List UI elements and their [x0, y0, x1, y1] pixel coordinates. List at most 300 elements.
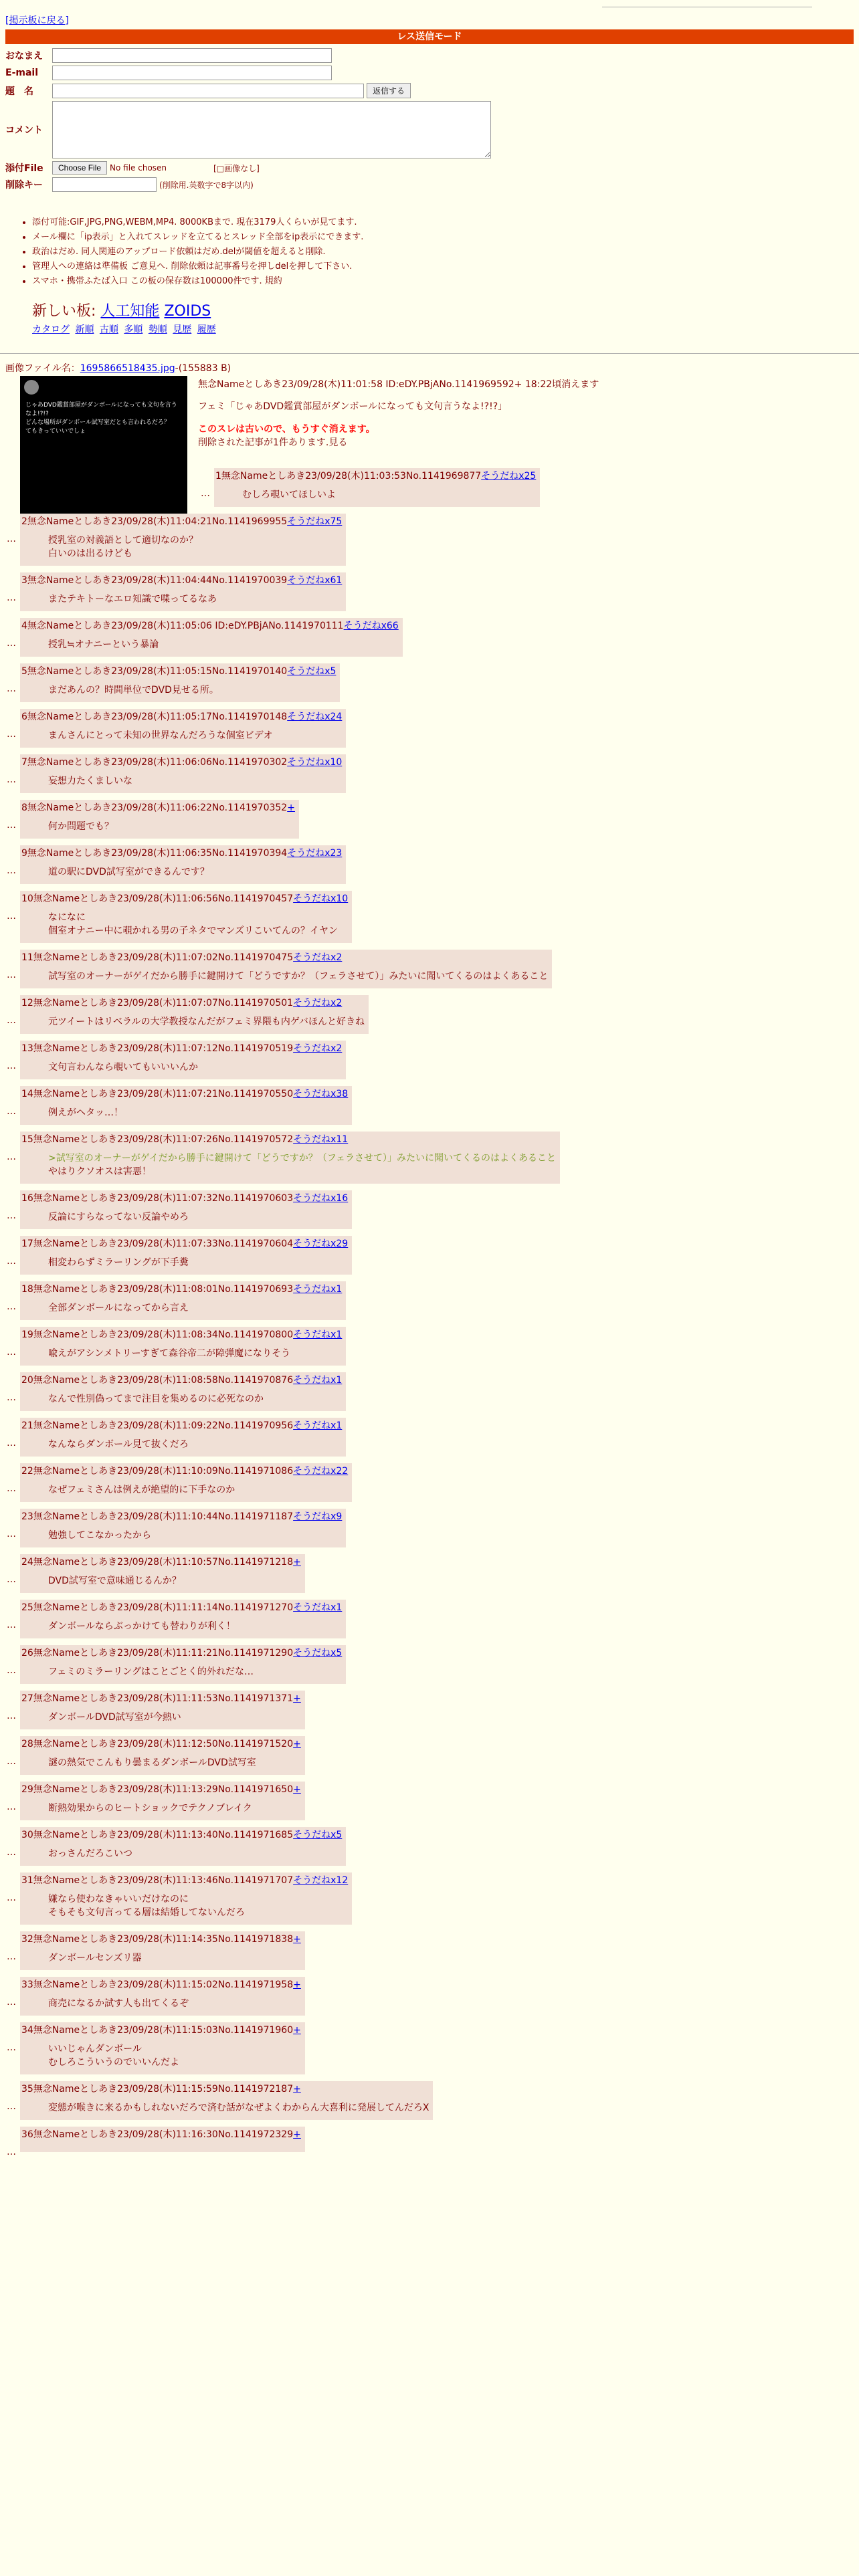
reply-menu-icon[interactable]: … — [7, 1620, 16, 1630]
reply-menu-icon[interactable]: … — [7, 1893, 16, 1903]
reply-post — [0, 950, 859, 988]
reply-post — [0, 1554, 859, 1593]
sodane-button[interactable]: + — [293, 1739, 301, 1749]
reply-menu-icon[interactable]: … — [7, 593, 16, 603]
reply-menu-icon[interactable]: … — [7, 534, 16, 544]
reply-text — [48, 1392, 342, 1406]
reply-line: なんならダンボール見て抜くだろ — [48, 1439, 189, 1450]
sodane-button[interactable]: そうだねx66 — [343, 621, 399, 631]
reply-text — [48, 1847, 342, 1860]
reply-text — [48, 820, 295, 833]
reply-menu-icon[interactable]: … — [7, 1347, 16, 1358]
reply-menu-icon[interactable]: … — [7, 911, 16, 922]
note-item: • 添付可能:GIF,JPG,PNG,WEBM,MP4. 8000KBまで. 現在3179人くらいが見てます. — [32, 215, 363, 230]
reply-body — [20, 1418, 346, 1457]
reply-line: 妄想力たくましいな — [48, 776, 132, 786]
reply-line: なぜフェミさんは例えが絶望的に下手なのか — [48, 1485, 235, 1495]
reply-post — [0, 1236, 859, 1275]
reply-body — [20, 1977, 305, 2016]
sodane-button[interactable]: そうだねx5 — [287, 666, 337, 677]
reply-form — [5, 48, 491, 195]
reply-text — [48, 1756, 301, 1769]
content-divider — [0, 353, 859, 354]
board-link-zoids[interactable]: ZOIDS — [164, 303, 211, 320]
nav-many[interactable]: 多順 — [124, 324, 143, 335]
reply-menu-icon[interactable]: … — [7, 820, 16, 831]
name-input[interactable] — [52, 48, 332, 63]
subject-label: 題 名 — [5, 86, 33, 97]
reply-header — [21, 1828, 342, 1842]
nav-old[interactable]: 古順 — [99, 324, 118, 335]
sodane-button[interactable]: そうだねx38 — [293, 1089, 349, 1099]
reply-header — [21, 847, 342, 860]
reply-line: 喩えがアシンメトリーすぎて森谷帝二が障弾魔になりそう — [48, 1348, 290, 1359]
reply-menu-icon[interactable]: … — [7, 970, 16, 980]
reply-text — [48, 1015, 365, 1029]
reply-header — [21, 1783, 301, 1796]
delete-key-label: 削除キー — [5, 180, 43, 191]
reply-line: むしろこういうのでいいんだよ — [48, 2057, 179, 2068]
reply-body — [20, 2127, 305, 2152]
nav-momentum[interactable]: 勢順 — [148, 324, 167, 335]
sodane-button[interactable]: そうだねx1 — [293, 1375, 343, 1386]
reply-meta: 26無念Nameとしあき23/09/28(木)11:11:21No.1141971290 — [21, 1648, 294, 1658]
reply-header — [21, 665, 336, 678]
reply-text — [48, 683, 336, 697]
reply-meta: 27無念Nameとしあき23/09/28(木)11:11:53No.1141971371 — [21, 1693, 294, 1704]
email-label: E-mail — [5, 68, 39, 78]
reply-header — [21, 1042, 342, 1055]
reply-body — [20, 891, 352, 943]
reply-text — [48, 1256, 348, 1269]
name-label: おなまえ — [5, 51, 43, 62]
reply-menu-icon[interactable]: … — [7, 774, 16, 785]
sodane-button[interactable]: + — [293, 2084, 301, 2095]
reply-line: まだあんの？時間単位でDVD見せる所。 — [48, 685, 219, 695]
sodane-button[interactable]: そうだねx16 — [293, 1193, 349, 1204]
reply-line: ダンボールDVD試写室が今熱い — [48, 1712, 181, 1723]
reply-meta: 29無念Nameとしあき23/09/28(木)11:13:29No.1141971650 — [21, 1784, 294, 1795]
reply-body — [20, 2081, 433, 2120]
new-boards-label: 新しい板: — [32, 303, 96, 320]
reply-header — [21, 1465, 348, 1478]
reply-header — [21, 1933, 301, 1946]
sodane-button[interactable]: そうだねx10 — [287, 757, 343, 768]
delete-key-input[interactable] — [52, 177, 157, 192]
reply-line: 授乳≒オナニーという暴論 — [48, 639, 159, 650]
reply-line: 道の駅にDVD試写室ができるんです？ — [48, 867, 209, 877]
reply-menu-icon[interactable]: … — [7, 1574, 16, 1585]
reply-line: 勉強してこなかったから — [48, 1530, 151, 1541]
reply-line: 文句言わんなら覗いてもいいいんか — [48, 1062, 198, 1073]
sodane-button[interactable]: そうだねx1 — [293, 1420, 343, 1431]
reply-header — [21, 801, 295, 815]
reply-post — [0, 1086, 859, 1125]
sodane-button[interactable]: そうだねx2 — [293, 1043, 343, 1054]
reply-line: DVD試写室で意味通じるんか？ — [48, 1576, 181, 1586]
reply-line: やはりクソオスは害悪！ — [48, 1166, 151, 1177]
reply-text — [48, 774, 342, 788]
reply-mode-banner: レス送信モード — [5, 29, 854, 44]
reply-text — [48, 911, 348, 938]
subject-input[interactable] — [52, 84, 364, 98]
reply-post — [0, 1827, 859, 1866]
reply-header — [21, 1737, 301, 1751]
reply-body — [20, 1554, 305, 1593]
reply-header — [21, 1328, 342, 1341]
reply-meta: 12無念Nameとしあき23/09/28(木)11:07:07No.1141970501 — [21, 998, 294, 1008]
reply-text — [48, 534, 342, 560]
reply-text — [48, 1711, 301, 1724]
sodane-button[interactable]: そうだねx1 — [293, 1284, 343, 1295]
reply-body — [20, 1236, 352, 1275]
sodane-button[interactable]: そうだねx10 — [293, 893, 349, 904]
reply-text — [48, 729, 342, 742]
reply-meta: 32無念Nameとしあき23/09/28(木)11:14:35No.1141971838 — [21, 1934, 294, 1945]
reply-text — [48, 2101, 429, 2115]
reply-meta: 6無念Nameとしあき23/09/28(木)11:05:17No.1141970148 — [21, 712, 288, 722]
sodane-button[interactable]: + — [293, 1784, 301, 1795]
reply-menu-icon[interactable]: … — [7, 1106, 16, 1117]
reply-post — [0, 1931, 859, 1970]
quoted-text: >試写室のオーナーがゲイだから勝手に鍵開けて「どうですか？（フェラさせて）」みたいに聞いてくるのはよくあること — [48, 1153, 557, 1164]
reply-header — [21, 1087, 348, 1101]
reply-line: 授乳室の対義語として適切なのか？ — [48, 535, 198, 546]
reply-header — [21, 1374, 342, 1387]
original-post — [198, 377, 847, 449]
reply-body — [20, 1372, 346, 1411]
reply-text — [48, 638, 399, 651]
back-to-board-link[interactable]: [掲示板に戻る] — [5, 15, 69, 26]
reply-text — [48, 1438, 342, 1451]
reply-meta: 7無念Nameとしあき23/09/28(木)11:06:06No.1141970302 — [21, 757, 288, 768]
note-item: • スマホ・携帯ふたば入口 この板の保存数は100000件です. 規約 — [32, 274, 363, 289]
sodane-button[interactable]: そうだねx11 — [293, 1134, 349, 1145]
reply-meta: 3無念Nameとしあき23/09/28(木)11:04:44No.1141970039 — [21, 575, 288, 586]
sodane-button[interactable]: そうだねx5 — [293, 1648, 343, 1658]
reply-post — [0, 1281, 859, 1320]
reply-line: そもそも文句言ってる層は結婚してないんだろ — [48, 1907, 245, 1918]
reply-post — [0, 1977, 859, 2016]
reply-line: いいじゃんダンボール — [48, 2044, 142, 2054]
reply-menu-icon[interactable]: … — [7, 1756, 16, 1767]
sodane-button[interactable]: + — [293, 1557, 301, 1568]
sodane-button[interactable]: + — [293, 1979, 301, 1990]
reply-header — [21, 515, 342, 528]
reply-body — [20, 800, 299, 839]
nav-history[interactable]: 履歴 — [197, 324, 216, 335]
reply-menu-icon[interactable]: … — [7, 1392, 16, 1403]
sodane-button[interactable]: + — [293, 1693, 301, 1704]
reply-text — [48, 593, 342, 606]
reply-line: なになに — [48, 912, 86, 923]
reply-post — [0, 754, 859, 793]
reply-menu-icon[interactable]: … — [7, 1802, 16, 1812]
reply-meta: 4無念Nameとしあき23/09/28(木)11:05:06 ID:eDY.PBjANo.1141970111 — [21, 621, 344, 631]
reply-text — [48, 1347, 342, 1360]
reply-body — [20, 514, 346, 566]
reply-line: ダンボールならぶっかけても替わりが利く！ — [48, 1621, 235, 1632]
sodane-button[interactable]: + — [293, 2025, 301, 2036]
reply-line: 試写室のオーナーがゲイだから勝手に鍵開けて「どうですか？（フェラさせて）」みたいに聞いてくるのはよくあること — [48, 971, 549, 982]
reply-list — [0, 468, 859, 2159]
sodane-button[interactable]: + — [293, 1934, 301, 1945]
sodane-button[interactable]: そうだねx12 — [293, 1875, 349, 1886]
reply-post — [0, 1190, 859, 1229]
reply-post — [0, 1418, 859, 1457]
sodane-button[interactable]: そうだねx24 — [287, 712, 343, 722]
reply-body — [20, 1872, 352, 1925]
reply-menu-icon[interactable]: … — [7, 1438, 16, 1448]
reply-body — [20, 995, 369, 1034]
op-body: フェミ「じゃあDVD鑑賞部屋がダンボールになっても文句言うなよ!?!?」 — [198, 401, 508, 412]
reply-menu-icon[interactable]: … — [7, 1711, 16, 1721]
reply-post — [0, 514, 859, 566]
nav-viewed[interactable]: 見歴 — [173, 324, 192, 335]
reply-header — [21, 1283, 342, 1296]
reply-line: 謎の熱気でこんもり曇まるダンボールDVD試写室 — [48, 1757, 256, 1768]
reply-line: 嫌なら使わなきゃいいだけなのに — [48, 1894, 189, 1905]
reply-header — [21, 1133, 556, 1146]
reply-line: 断熱効果からのヒートショックでテクノブレイク — [48, 1803, 252, 1814]
reply-body — [20, 1281, 346, 1320]
sodane-button[interactable]: そうだねx75 — [287, 516, 343, 527]
reply-line: ダンボールセンズリ器 — [48, 1953, 142, 1963]
reply-line: 全部ダンボールになってから言え — [48, 1303, 189, 1313]
sodane-button[interactable]: そうだねx22 — [293, 1466, 349, 1477]
reply-meta: 30無念Nameとしあき23/09/28(木)11:13:40No.1141971685 — [21, 1830, 294, 1840]
reply-text — [48, 1061, 342, 1074]
reply-post — [0, 1327, 859, 1366]
reply-menu-icon[interactable]: … — [201, 488, 210, 499]
reply-meta: 19無念Nameとしあき23/09/28(木)11:08:34No.1141970800 — [21, 1329, 294, 1340]
reply-meta: 5無念Nameとしあき23/09/28(木)11:05:15No.1141970140 — [21, 666, 288, 677]
board-link-ai[interactable]: 人工知能 — [100, 303, 160, 320]
reply-menu-icon[interactable]: … — [7, 1256, 16, 1267]
reply-body — [20, 709, 346, 748]
reply-post — [0, 1132, 859, 1184]
nav-new[interactable]: 新順 — [75, 324, 94, 335]
reply-menu-icon[interactable]: … — [7, 1301, 16, 1312]
nav-catalog[interactable]: カタログ — [32, 324, 70, 335]
sodane-button[interactable]: そうだねx25 — [481, 471, 537, 481]
reply-menu-icon[interactable]: … — [7, 1210, 16, 1221]
reply-meta: 21無念Nameとしあき23/09/28(木)11:09:22No.1141970956 — [21, 1420, 294, 1431]
reply-post — [0, 2081, 859, 2120]
sodane-button[interactable]: + — [287, 802, 295, 813]
reply-menu-icon[interactable]: … — [7, 1152, 16, 1162]
reply-text — [48, 1152, 556, 1178]
email-input[interactable] — [52, 66, 332, 80]
file-status: No file chosen — [110, 163, 167, 173]
reply-header — [21, 1510, 342, 1523]
reply-header — [21, 710, 342, 724]
reply-header — [21, 996, 365, 1010]
reply-meta: 25無念Nameとしあき23/09/28(木)11:11:14No.1141971270 — [21, 1602, 294, 1613]
reply-body — [20, 1086, 352, 1125]
reply-menu-icon[interactable]: … — [7, 638, 16, 649]
image-info — [5, 361, 231, 374]
reply-post — [0, 891, 859, 943]
sodane-button[interactable]: そうだねx5 — [293, 1830, 343, 1840]
reply-menu-icon[interactable]: … — [7, 2147, 16, 2157]
op-header: 無念Nameとしあき23/09/28(木)11:01:58 ID:eDY.PBjANo.1141969592+ 18:22頃消えます — [198, 379, 599, 390]
reply-text — [48, 1574, 301, 1588]
reply-meta: 22無念Nameとしあき23/09/28(木)11:10:09No.1141971086 — [21, 1466, 294, 1477]
reply-menu-icon[interactable]: … — [7, 1061, 16, 1071]
reply-header — [21, 892, 348, 905]
reply-line: 個室オナニー中に覗かれる男の子ネタでマンズリこいてんの？イヤン — [48, 926, 338, 936]
reply-body — [20, 1645, 346, 1684]
reply-body — [20, 1463, 352, 1502]
reply-header — [21, 1978, 301, 1992]
sodane-button[interactable]: そうだねx1 — [293, 1329, 343, 1340]
reply-header — [21, 1555, 301, 1569]
reply-text — [48, 1665, 342, 1679]
reply-meta: 2無念Nameとしあき23/09/28(木)11:04:21No.1141969955 — [21, 516, 288, 527]
sodane-button[interactable]: そうだねx2 — [293, 998, 343, 1008]
sodane-button[interactable]: そうだねx1 — [293, 1602, 343, 1613]
reply-header — [21, 574, 342, 587]
reply-text — [48, 1951, 301, 1965]
reply-post — [0, 1736, 859, 1775]
image-size: -(155883 B) — [175, 363, 231, 374]
reply-text — [48, 1529, 342, 1542]
sodane-button[interactable]: そうだねx9 — [293, 1511, 343, 1522]
reply-meta: 8無念Nameとしあき23/09/28(木)11:06:22No.1141970352 — [21, 802, 288, 813]
reply-menu-icon[interactable]: … — [7, 1951, 16, 1962]
reply-meta: 24無念Nameとしあき23/09/28(木)11:10:57No.1141971218 — [21, 1557, 294, 1568]
image-label: 画像ファイル名： — [5, 363, 80, 374]
reply-menu-icon[interactable]: … — [7, 683, 16, 694]
reply-line: またテキトーなエロ知識で喋ってるなあ — [48, 594, 217, 605]
reply-meta: 18無念Nameとしあき23/09/28(木)11:08:01No.1141970693 — [21, 1284, 294, 1295]
reply-body — [20, 1600, 346, 1638]
reply-header — [21, 1874, 348, 1887]
reply-menu-icon[interactable]: … — [7, 1847, 16, 1858]
reply-post — [0, 1782, 859, 1820]
reply-meta: 31無念Nameとしあき23/09/28(木)11:13:46No.1141971707 — [21, 1875, 294, 1886]
reply-text — [48, 1301, 342, 1315]
reply-meta: 23無念Nameとしあき23/09/28(木)11:10:44No.1141971187 — [21, 1511, 294, 1522]
reply-body — [20, 618, 403, 657]
old-thread-warning: このスレは古いので、もうすぐ消えます。 — [198, 424, 375, 435]
reply-post — [0, 2022, 859, 2074]
reply-body — [20, 1782, 305, 1820]
reply-line: なんで性別偽ってまで注目を集めるのに必死なのか — [48, 1394, 264, 1404]
sodane-button[interactable]: そうだねx23 — [287, 848, 343, 859]
reply-text — [48, 1620, 342, 1633]
comment-textarea[interactable] — [52, 101, 491, 158]
reply-line: 反論にすらなってない反論やめろ — [48, 1212, 189, 1222]
reply-header — [21, 2024, 301, 2037]
reply-line: 白いのは出るけども — [48, 548, 132, 559]
reply-line: 例えがヘタッ…！ — [48, 1107, 123, 1118]
comment-label: コメント — [5, 125, 43, 136]
reply-line: 元ツイートはリベラルの大学教授なんだがフェミ界隈も内ゲバほんと好きね — [48, 1016, 365, 1027]
reply-post — [0, 1509, 859, 1547]
reply-body — [20, 1736, 305, 1775]
submit-reply-button[interactable]: 返信する — [367, 83, 411, 98]
reply-header — [21, 1692, 301, 1705]
reply-body — [20, 1327, 346, 1366]
reply-text — [242, 488, 536, 502]
image-file-link[interactable]: 1695866518435.jpg — [80, 363, 175, 374]
reply-body — [20, 1931, 305, 1970]
reply-body — [20, 1509, 346, 1547]
reply-header — [21, 1601, 342, 1614]
reply-body — [20, 1691, 305, 1729]
sodane-button[interactable]: そうだねx29 — [293, 1239, 349, 1249]
reply-header — [21, 1419, 342, 1432]
choose-file-button[interactable]: Choose File — [52, 161, 107, 175]
delete-key-note: (削除用.英数字で8字以内) — [159, 180, 254, 190]
reply-body — [20, 845, 346, 884]
note-item: • メール欄に「ip表示」と入れてスレッドを立てるとスレッド全部をip表示にできます. — [32, 230, 363, 245]
reply-menu-icon[interactable]: … — [7, 729, 16, 740]
reply-post — [0, 1872, 859, 1925]
reply-meta: 20無念Nameとしあき23/09/28(木)11:08:58No.1141970876 — [21, 1375, 294, 1386]
reply-meta: 35無念Nameとしあき23/09/28(木)11:15:59No.1141972187 — [21, 2084, 294, 2095]
reply-meta: 33無念Nameとしあき23/09/28(木)11:15:02No.1141971958 — [21, 1979, 294, 1990]
reply-text — [48, 1802, 301, 1815]
reply-menu-icon[interactable]: … — [7, 1997, 16, 2008]
reply-line: むしろ覗いてほしいよ — [242, 490, 336, 500]
reply-meta: 16無念Nameとしあき23/09/28(木)11:07:32No.1141970603 — [21, 1193, 294, 1204]
reply-line: 何か問題でも？ — [48, 821, 114, 832]
avatar — [24, 380, 39, 395]
reply-menu-icon[interactable]: … — [7, 2101, 16, 2112]
reply-post — [0, 845, 859, 884]
sodane-button[interactable]: そうだねx2 — [293, 952, 343, 963]
reply-line: 相変わらずミラーリングが下手糞 — [48, 1257, 189, 1268]
reply-post — [0, 995, 859, 1034]
reply-meta: 36無念Nameとしあき23/09/28(木)11:16:30No.1141972329 — [21, 2129, 294, 2140]
reply-body — [20, 663, 340, 702]
reply-header — [21, 619, 399, 633]
reply-body — [20, 1041, 346, 1079]
reply-post — [0, 618, 859, 657]
reply-menu-icon[interactable]: … — [7, 1015, 16, 1026]
reply-header — [21, 1192, 348, 1205]
reply-menu-icon[interactable]: … — [7, 1665, 16, 1676]
reply-text — [48, 1997, 301, 2010]
reply-meta: 9無念Nameとしあき23/09/28(木)11:06:35No.1141970394 — [21, 848, 288, 859]
note-item: • 政治はだめ. 同人関連のアップロード依頼はだめ.delが閾値を超えると削除. — [32, 245, 363, 259]
no-image-checkbox[interactable]: [□画像なし] — [213, 163, 260, 173]
reply-header — [21, 756, 342, 769]
reply-post — [0, 1645, 859, 1684]
sodane-button[interactable]: そうだねx61 — [287, 575, 343, 586]
reply-post — [0, 468, 859, 507]
reply-menu-icon[interactable]: … — [7, 1483, 16, 1494]
reply-body — [20, 572, 346, 611]
reply-header — [21, 2128, 301, 2141]
reply-menu-icon[interactable]: … — [7, 1529, 16, 1539]
reply-menu-icon[interactable]: … — [7, 865, 16, 876]
reply-meta: 17無念Nameとしあき23/09/28(木)11:07:33No.1141970604 — [21, 1239, 294, 1249]
reply-line: フェミのミラーリングはことごとく的外れだな… — [48, 1667, 254, 1677]
reply-menu-icon[interactable]: … — [7, 2042, 16, 2053]
reply-header — [21, 2082, 429, 2096]
reply-line: 変態が喉きに来るかもしれないだろで済む話がなぜよくわからん大喜利に発展してんだろX — [48, 2103, 430, 2113]
sodane-button[interactable]: + — [293, 2129, 301, 2140]
reply-body — [20, 1827, 346, 1866]
reply-post — [0, 1372, 859, 1411]
reply-body — [214, 468, 540, 507]
reply-meta: 13無念Nameとしあき23/09/28(木)11:07:12No.1141970519 — [21, 1043, 294, 1054]
reply-header — [21, 951, 548, 964]
